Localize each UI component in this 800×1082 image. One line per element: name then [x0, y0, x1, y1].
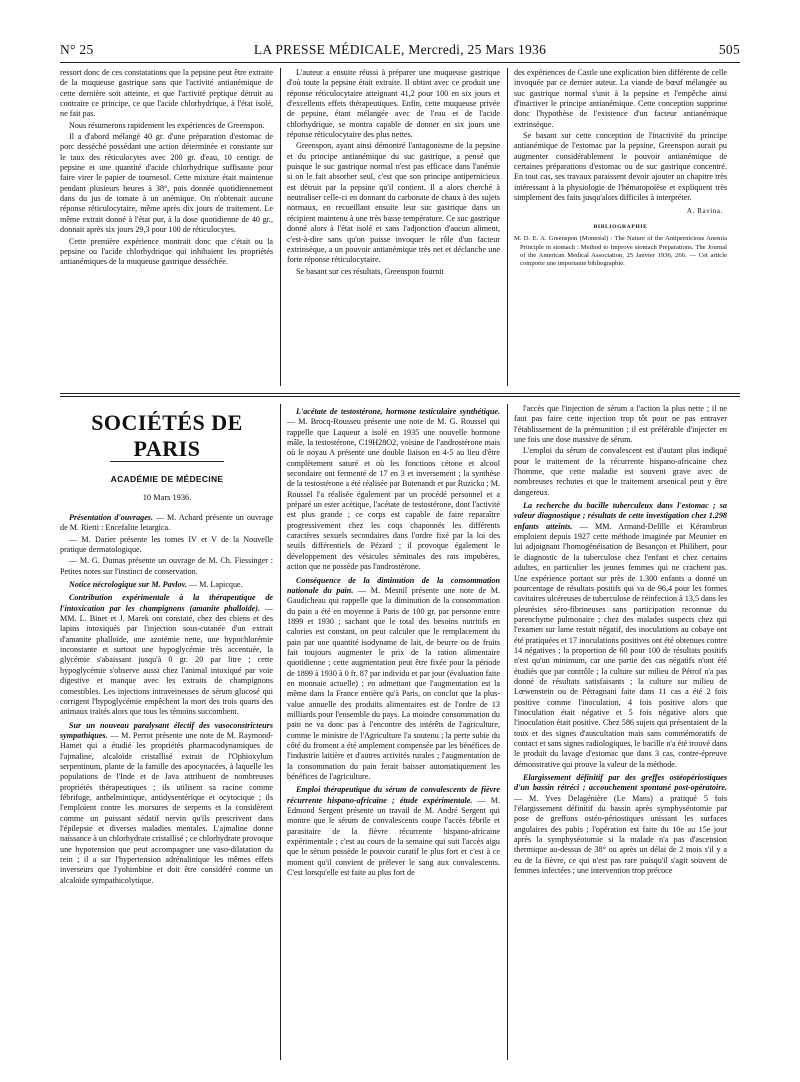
communication-text: — M. Yves Delagénière (Le Mans) a pratiqué 5 fois l'élargissement définitif du bassin après symphyséotomie par pose de greffons ostéo-périostiques unissant les surfaces angulaires des pubis ; l'opération est faite du 10e au 15e jour après la symphyséotomie si la malade n'a pas d'ascension thermique au-dessus de 38° ou après un délai de 2 mois s'il y a eu de la fièvre, ce qui n'est pas rare puisqu'il s'agit souvent de femmes infectées ; une intervention trop précoce — [514, 793, 727, 876]
communication — [60, 721, 273, 887]
top-column-1 — [60, 68, 273, 386]
communication — [287, 576, 500, 783]
section-rule-double — [60, 396, 740, 397]
communication-text: — M. Brocq-Rousseu présente une note de M. G. Roussel qui rappelle que Laqueur a isolé en 1935 une nouvelle hormone mâle, la testostérone, C19H28O2, voisine de l'androstérone mais où le noyau A présente une double liaison en 4-5 au lieu d'être complètement saturé et où les fonctions cétone et alcool secondaire ont fermenté de 17 en 3 et inversement ; la synthèse de la testostérone a été réalisée par Butenandt et par Ruzicka ; M. Roussel l'a réalisée également par un procédé personnel et a préparé un ester acétique, l'acétate de testostérone, dont l'activité est plus grande ; ce corps est capable de faire reparaître progressivement chez les coqs chaponnés les différents caractères sexuels secondaires dans l'ordre fixé par la loi des seuils différentiels de Pézard ; il provoque également le développement des vésicules séminales des rats impubères, action que ne possède pas l'androstérone. — [287, 417, 500, 572]
communication-title: Présentation d'ouvrages. — [69, 513, 153, 522]
communication — [60, 513, 273, 534]
top-column-3 — [514, 68, 727, 386]
communication-text: — M. Achard présente un ouvrage de M. Rietti : Encefalite letargica. — [60, 513, 273, 533]
column-divider — [507, 68, 508, 386]
page-number: 505 — [718, 42, 740, 57]
bibliography-entry: M. D. E. A. Greenspon (Montréal) : The Nature of the Antipernicious Anemia Principle in stomach : Method to Improve stomach Preparations. The Journal of the American Medical Association, 25 Janvier 1936, 266. — Cet article comporte une importante bibliographie. — [514, 235, 727, 268]
communication-text: L'emploi du sérum de convalescent est d'autant plus indiqué pour le traitement de la récurrente hispano-africaine chez l'homme, que cette maladie est souvent grave avec de nombreuses rechutes et que le traitement arsenical peut y être dangereux. — [514, 446, 727, 497]
column-divider — [280, 404, 281, 1060]
paragraph: Greenspon, ayant ainsi démontré l'antagonisme de la pepsine et du principe antianémique du suc gastrique, a pensé que puisque le suc gastrique normal n'est pas efficace dans l'anémie si on le fait absorber seul, c'est que son principe antipernicieux est détruit par la pepsine qu'il contient. Il a alors cherché à neutraliser celle-ci en donnant du carbonate de chaux à des sujets normaux, en recueillant ensuite leur suc gastrique dans un récipient maintenu à une très basse température. Ce suc gastrique donné alors à l'état isolé et sans l'adjonction d'aucun aliment, c'est-à-dire sans qu'on puisse invoquer le rôle d'un facteur extrinsèque, a un pouvoir antianémique très net et déclanche une forte réponse réticulocytaire. — [287, 141, 500, 265]
author-signature: A. Ravina. — [686, 207, 723, 216]
communication — [514, 773, 727, 876]
section-title: SOCIÉTÉS DE PARIS — [91, 410, 243, 461]
paragraph: Cette première expérience montrait donc que c'était ou la pepsine ou l'acide chlorhydrique qui inhibaient les propriétés antianémiques de la muqueuse gastrique desséchée. — [60, 236, 273, 267]
paragraph — [514, 404, 727, 445]
communication-title: Sur un nouveau paralysant électif des vasoconstricteurs sympathiques. — [60, 720, 273, 740]
header-rule — [60, 62, 740, 63]
page-header — [60, 42, 740, 60]
communication-text: — MM. Armand-Delille et Kérambrun emploient depuis 1927 cette méthode imaginée par Meunier en lui adjoignant l'homogénéisation de Besançon et Philibert, pour le diagnostic de la tuberculose chez l'enfant et chez certains adultes, en particulier les jeunes femmes qui ne crachent pas. Une expérience portant sur près de 1.300 enfants a donné un pourcentage de résultats positifs qui va de 96,4 pour les formes cavitaires ulcéreuses de tuberculose de réinfection à 13,5 dans les pleurésies séro-fibrineuses sans participation reconnue du parenchyme pulmonaire ; chez des malades suspects chez qui l'examen sur lame restait négatif, des inoculations au cobaye ont été pratiquées et 17 inoculations positives ont été obtenues contre 14 négatives ; la proportion de 60 pour 100 de résultats positifs n'est qu'un minimum, car une partie des cas négatifs n'ont été étudiés que par contrôle ; la culture sur milieu de Pétrof n'a pas donné de résultats satisfaisants ; la culture sur milieu de Lœwenstein ou de Pétragnani faite dans 11 cas a été 2 fois positive comme l'inoculation, 4 fois positive alors que l'inoculation était négative et 5 fois négative alors que l'inoculation était positive. Chez 586 sujets qui présentaient de la toux et des signes d'auscultation mais sans commémoratifs de contact et sans signes radiologiques, le bacille n'a été trouvé dans le produit du lavage d'estomac que dans 3 cas, contre-épreuve démonstrative qui prouve la valeur de la méthode. — [514, 521, 727, 769]
column-divider — [507, 404, 508, 1060]
academy-heading: ACADÉMIE DE MÉDECINE — [110, 474, 224, 484]
paragraph: Se basant sur ces résultats, Greenspon fournit — [296, 266, 444, 276]
societes-column-3 — [514, 404, 727, 1060]
communication-title: L'acétate de testostérone, hormone testiculaire synthétique. — [296, 407, 500, 416]
paragraph: des expériences de Castle une explication bien différente de celle invoquée par ce dernier auteur. La viande de bœuf mélangée au suc gastrique normal s'unit à la pepsine et l'empêche ainsi d'inactiver le principe antianémique. Cette conception supprime donc l'hypothèse de l'existence d'un facteur antianémique extrinsèque. — [514, 68, 727, 129]
communication — [514, 501, 727, 770]
communication-text: — M. Edmond Sergent présente un travail de M. André Sergent qui montre que le sérum de convalescents coupe l'accès fébrile et parasitaire de la fièvre récurrente hispano-africaine expérimentale ; c'est au cours de la semaine qui suit l'accès aigu que le sérum possède le pouvoir curatif le plus fort et c'est à ce moment qu'il convient de prélever le sang aux convalescents. C'est lorsqu'elle est faite au plus fort de — [287, 795, 500, 878]
paragraph: Se basant sur cette conception de l'inactivité du principe antianémique de l'estomac par la pepsine, Greenspon aurait pu augmenter considérablement le pouvoir antianémique de certaines préparations d'estomac ou de suc gastrique concentré. En tout cas, ses travaux paraissent devoir ajouter un chapitre très intéressant à la physiologie de l'hématopoïèse et expliquent très simplement des faits jusqu'alors difficiles à interpréter. — [514, 131, 727, 203]
bibliography-title: BIBLIOGRAPHIE — [593, 223, 648, 230]
communication-text: — M. Darier présente les tomes IV et V de la Nouvelle pratique dermatologique. — [60, 534, 273, 555]
paragraph — [60, 535, 273, 556]
communication-text: — MM. L. Binet et J. Marek ont constaté, chez des chiens et des lapins intoxiqués par l'injection sous-cutanée d'un extrait d'amanite phalloïde, une azotémie nette, une hypochlorémie inconstante et surtout une hypoglycémie très accentuée, la glycémie s'abaissant jusqu'à 0 gr. 20 par litre ; cette hypoglycémie s'observe aussi chez l'animal intoxiqué par voie digestive et manque avec les extraits de champignons comestibles. Les injections intraveineuses de sérum glucosé qui corrigent l'hypoglycémie empêchent la mort des trois quarts des animaux traités alors que tous les témoins succombent. — [60, 603, 273, 717]
societes-column-1 — [60, 510, 273, 1060]
communication-text: l'accès que l'injection de sérum a l'action la plus nette ; il ne faut pas faire cette injection trop tôt pour ne pas entraver l'établissement de la prémunition ; il est préférable d'injecter en une fois une dose massive de sérum. — [514, 404, 727, 445]
communication-text: — M. Perrot présente une note de M. Raymond-Hamet qui a étudié les propriétés pharmacodynamiques de l'ajmaline, alcaloïde cristallisé extrait de l'Ophioxylum serpentinum, plante de la famille des apocynacées, à laquelle les populations de l'Inde et de Java attribuent de nombreuses propriétés thérapeutiques ; ils utilisent sa racine comme fébrifuge, anthelmintique, antidysentérique et ocytocique ; ils l'emploient contre les morsures de serpents et la considèrent comme un puissant sédatif nervin qu'ils prescrivent dans l'épilepsie et diverses maladies mentales. L'ajmaline donne naissance à un chlorhydrate cristallisé ; ce chlorhydrate provoque une hypotension que peut accompagner une vaso-dilatation du rein ; il a sur l'hypertension adrénalinique les mêmes effets inverseurs que l'yohimbine et doit être considéré comme un alcaloïde sympathicolytique. — [60, 730, 273, 885]
communication-title: Contribution expérimentale à la thérapeutique de l'intoxication par les champignons (amanite phalloïde). — [60, 593, 273, 613]
communication — [287, 785, 500, 878]
paragraph: ressort donc de ces constatations que la pepsine peut être extraite de la muqueuse gastrique sans que l'activité antianémique de cette dernière soit atteinte, et que l'activité peptique détruit au contraire ce principe, ce que l'acide chlorhydrique, à l'état isolé, ne fait pas. — [60, 68, 273, 119]
paragraph: L'auteur a ensuite réussi à préparer une muqueuse gastrique d'où toute la pepsine était extraite. Il obtint avec ce produit une réponse réticulocytaire atteignant 41,2 pour 100 en six jours et d'excellents effets thérapeutiques. Enfin, cette muqueuse privée de pepsine, étant mélangée avec de l'eau et de l'acide chlorhydrique, se montra capable de donner en six jours une réponse réticulocytaire des plus nettes. — [287, 68, 500, 140]
communication — [60, 593, 273, 717]
paragraph — [60, 556, 273, 577]
column-divider — [280, 68, 281, 386]
paragraph — [514, 446, 727, 498]
communication-title: Notice nécrologique sur M. Pavlov. — [69, 580, 187, 590]
journal-title: LA PRESSE MÉDICALE, Mercredi, 25 Mars 1936 — [253, 42, 547, 57]
title-underline — [110, 461, 224, 462]
issue-number: N° 25 — [60, 42, 94, 57]
communication — [60, 580, 273, 590]
communication-title: Elargissement définitif par des greffes ostéopériostiques d'un bassin rétréci ; accouchement spontané post-opératoire. — [514, 773, 727, 793]
section-rule — [60, 393, 740, 394]
communication-title: Emploi thérapeutique du sérum de convalescents de fièvre récurrente hispano-africaine ; étude expérimentale. — [287, 785, 500, 805]
session-date: 10 Mars 1936. — [142, 493, 192, 502]
communication — [287, 407, 500, 573]
communication-text: — M. Lapicque. — [186, 580, 243, 590]
top-column-2 — [287, 68, 500, 386]
societes-column-2 — [287, 404, 500, 1060]
paragraph: Il a d'abord mélangé 40 gr. d'une préparation d'estomac de porc desséché possédant une action déterminée et constante sur le taux des réticulocytes avec 200 gr. d'eau, 10 centigr. de pepsine et une quantité d'acide chlorhydrique suffisante pour faire virer le papier de tournesol. Cette mixture était maintenue pendant plusieurs heures à 38°, puis donnée quotidiennement dans du jus de tomate à un anémique. On n'obtenait aucune réponse réticulocytaire, même après dix jours de traitement. Le même extrait donné à l'état pur, à la dose quotidienne de 40 gr., donnait après six jours 29,3 pour 100 de réticulocytes. — [60, 132, 273, 235]
paragraph: Nous résumerons rapidement les expériences de Greenspon. — [69, 120, 265, 130]
communication-text: — M. Mesnil présente une note de M. Gaudicheau qui rappelle que la diminution de la consommation du pain a été en moyenne à Paris de 100 gr. par personne entre 1899 et 1930 ; sachant que le total des besoins nutritifs en calories est constant, on peut calculer que le remplacement du pain par une quantité isodyname de lait, de beurre ou de fruits fait toujours augmenter le prix de la ration alimentaire quotidienne ; cette augmentation peut être fixée pour la période de 1899 à 1930 à 0 fr. 87 par individu et par jour (évaluation faite en monnaie actuelle) ; en admettant que l'augmentation est la même dans la France entière qu'à Paris, on conclut que la plus-value annuelle des produits alimentaires est de l'ordre de 13 milliards pour l'ensemble du pays. La moindre consommation du pain ne va donc pas à l'encontre des intérêts de l'agriculture, comme le ministre de l'Agriculture l'a soutenu ; la perte subie du côté du froment a été amplement compensée par les bénéfices de l'industrie laitière et d'autres activités rurales ; l'augmentation de la consommation du pain ferait baisser automatiquement les bénéfices de l'agriculture. — [287, 585, 500, 782]
communication-text: — M. G. Dumas présente un ouvrage de M. Ch. Fiessinger : Petites notes sur l'instinct de conservation. — [60, 556, 273, 576]
communication-title: La recherche du bacille tuberculeux dans l'estomac ; sa valeur diagnostique ; résultats de cette investigation chez 1.298 enfants atteints. — [514, 501, 727, 531]
communication-title: Conséquence de la diminution de la consommation nationale du pain. — [287, 575, 500, 595]
